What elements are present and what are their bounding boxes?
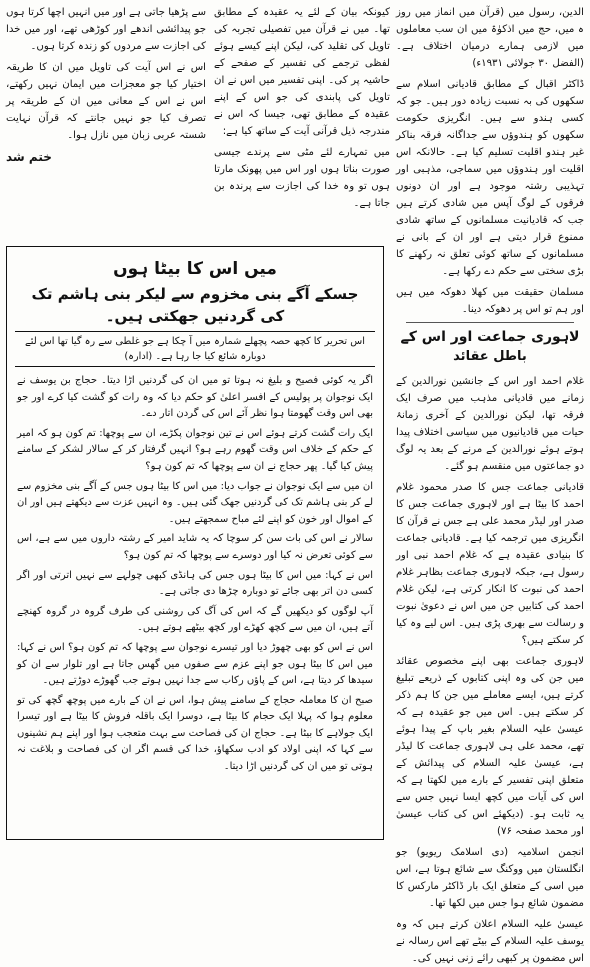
- article-paragraph: ان میں سے ایک نوجوان نے جواب دیا: میں اس کا بیٹا ہوں جس کے آگے بنی مخزوم سے لے کر بنی ہاشم تک کی گردنیں جھک گئی ہیں۔ وہ انہیں عزت سے دیکھتے ہیں اور ان کے اموال اور خون کو اپنے لئے مباح سمجھتے ہیں۔: [16, 480, 373, 525]
- article-paragraph: کیونکہ بیان کے لئے یہ عقیدہ کے مطابق تھا۔ میں نے قرآن میں تفصیلی تجربہ کی تاویل کی تقلید کی، لیکن اپنے کیسے ہوئے لفظی ترجمے کی تفسیر کے صفحے کے حاشیہ پر کی۔ اپنی تفسیر میں اس نے ان تاویل کی پابندی کی جو اس کے اپنے عقیدہ کے مطابق تھی، جیسا کہ اس نے مندرجہ ذیل قرآنی آیت کے ساتھ کیا ہے:: [214, 7, 390, 137]
- article-paragraph: ایک رات گشت کرتے ہوئے اس نے تین نوجوان پکڑے، ان سے پوچھا: تم کون ہو کہ امیر کے حکم کے خلاف اس وقت گھوم رہے ہو؟ انہیں گرفتار کر کے سالار لشکر کے سامنے پیش کیا گیا۔ پھر حجاج نے ان سے پوچھا کہ تم کون ہو؟: [17, 427, 373, 472]
- article-paragraph: عیسیٰ علیہ السلام اعلان کرتے ہیں کہ وہ یوسف علیہ السلام کے بیٹے تھے اس رسالہ نے اس مضمون پر کبھی رائے زنی نہیں کی۔: [396, 919, 584, 964]
- article-paragraph: قادیانی جماعت جس کا صدر محمود غلام احمد کا بیٹا ہے اور لاہوری جماعت جس کا صدر اور لیڈر محمد علی ہے جس نے قرآن کا انگریزی میں ترجمہ کیا ہے۔ قادیانی جماعت کا بنیادی عقیدہ ہے کہ غلام احمد نبی اور رسول ہے، جبکہ لاہوری جماعت بظاہر غلام احمد کی نبوت کا انکار کرتی ہے، لیکن غلام احمد کی کتابیں جن میں اس نے دعویٰ نبوت و رسالت سے بھری پڑی ہیں۔ اس لیے وہ کیا کر سکتے ہیں؟: [396, 482, 584, 646]
- article-paragraph: سالار نے اس کی بات سن کر سوچا کہ یہ شاید امیر کے رشتہ داروں میں سے ہے، اس سے کوئی تعرض نہ کیا اور دوسرے سے پوچھا کہ تم کون ہو؟: [17, 533, 373, 561]
- end-mark: ختم شد: [6, 150, 52, 164]
- right-column: [396, 4, 584, 964]
- article-paragraph: انجمن اسلامیہ (دی اسلامک ریویو) جو انگلستان میں ووکنگ سے شائع ہوتا ہے، اس میں اسی کے متعلق ایک بار ڈاکٹر مارکس کا مضمون شائع ہوا جس میں لکھا تھا۔: [396, 847, 584, 909]
- section-subtitle: باطل عقائد: [453, 349, 527, 364]
- article-paragraph: لاہوری جماعت بھی اپنے مخصوص عقائد میں جن کی وہ اپنی کتابوں کے ذریعے تبلیغ کرتے ہیں، ایسے معاملے میں جن کا ہم ذکر کر سکتے ہیں۔ اس میں جو عقیدہ ہے کہ عیسیٰ علیہ السلام بغیر باپ کے پیدا ہوئے تھے، محمد علی ہی لاہوری جماعت کا لیڈر ہے، عیسیٰ علیہ السلام کی پیدائش کے متعلق اپنی تفسیر کے بارے میں لکھتا ہے کہ اس کی آیات میں کچھ ایسا نہیں جس سے یہ ثابت ہو۔ (دیکھئے اس کی کتاب عیسیٰ اور محمد صفحہ ۷۶): [396, 656, 584, 837]
- article-paragraph: میں تمہارے لئے مٹی سے پرندے جیسی صورت بناتا ہوں اور اس میں پھونک مارتا ہوں تو وہ خدا کی اجازت سے پرندہ بن جاتا ہے۔: [214, 147, 390, 209]
- left-top-column: [6, 4, 206, 190]
- boxed-article: [6, 246, 384, 840]
- article-paragraph: اس نے اس کو بھی چھوڑ دیا اور تیسرے نوجوان سے پوچھا کہ تم کون ہو؟ اس نے کہا: میں اس کا بیٹا ہوں جو اپنے عزم سے صفوں میں گھس جاتا ہے اور تلوار سے ان کو سیدھا کر دیتا ہے، اس کے پاؤں رکاب سے جدا نہیں ہوتے جب گھوڑے دوڑتے ہیں۔: [17, 641, 373, 687]
- box-body: [7, 373, 383, 776]
- box-subheadline: جسکے آگے بنی مخزوم سے لیکر بنی ہاشم تک کی گردنیں جھکتی ہیں۔: [31, 285, 359, 325]
- editorial-note: اس تحریر کا کچھ حصہ پچھلے شمارہ میں آ چکا ہے جو غلطی سے رہ گیا تھا اس لئے دوبارہ شائع کیا جا رہا ہے۔ (ادارہ): [15, 331, 375, 367]
- middle-top-column: [214, 4, 390, 240]
- article-paragraph: الدین، رسول میں (قرآن میں انماز میں روز ہ میں، حج میں اذکوٰۃ میں ان سب معاملوں میں لازمی ہمارے درمیان اختلاف ہے۔ (الفضل ۳۰ جولائی ۱۹۳۱ء): [396, 7, 584, 69]
- article-paragraph: ڈاکٹر اقبال کے مطابق قادیانی اسلام سے سکھوں کی بہ نسبت زیادہ دور ہیں۔ جو کہ کسی ہندو سے ہیں۔ انگریزی حکومت سکھوں کو ہندوؤں سے جداگانہ فرقہ بناکر غیر ہندو اقلیت تسلیم کیا ہے۔ حالانکہ اس اقلیت اور ہندوؤں میں سماجی، مذہبی اور تہذیبی رشتہ موجود ہے اور ان دونوں فرقوں کے لوگ آپس میں شادی کرتے ہیں جب کہ قادیانیت مسلمانوں کے ساتھ شادی ممنوع قرار دیتی ہے اور ان کے بانی نے مسلمانوں کے ساتھ کوئی تعلق نہ رکھنے کا بڑی سختی سے حکم دے رکھا ہے۔: [396, 79, 584, 277]
- article-paragraph: مسلمان حقیقت میں کھلا دھوکہ میں ہیں اور ہم تو اس پر دھوکہ دینا۔: [396, 287, 584, 315]
- section-heading: [396, 327, 584, 367]
- article-paragraph: صبح ان کا معاملہ حجاج کے سامنے پیش ہوا، اس نے ان کے بارے میں پوچھ گچھ کی تو معلوم ہوا کہ پہلا ایک حجام کا بیٹا ہے، دوسرا ایک باقلہ فروش کا بیٹا ہے اور تیسرا ایک جولاہے کا بیٹا ہے۔ حجاج ان کی فصاحت سے بہت متعجب ہوا اور اپنے ہم نشینوں سے کہا کہ اپنی اولاد کو ادب سکھاؤ، خدا کی قسم اگر ان کی فصاحت و بلاغت نہ ہوتی تو میں ان کی گردنیں اڑا دیتا۔: [17, 694, 373, 773]
- article-paragraph: اس نے کہا: میں اس کا بیٹا ہوں جس کی ہانڈی کبھی چولہے سے نہیں اترتی اور اگر کسی دن اتر بھی جائے تو دوبارہ چڑھا دی جاتی ہے۔: [17, 569, 373, 598]
- box-headline: میں اس کا بیٹا ہوں: [113, 259, 277, 279]
- article-paragraph: سے پڑھیا جاتی ہے اور میں انہیں اچھا کرتا ہوں جو پیدائشی اندھے اور کوڑھی تھے، اور میں خدا کی اجازت سے مردوں کو زندہ کرتا ہوں۔: [6, 7, 206, 52]
- article-paragraph: آپ لوگوں کو دیکھیں گے کہ اس کی آگ کی روشنی کی طرف گروہ در گروہ کھنچے آتے ہیں، ان میں سے کچھ کھڑے اور کچھ بیٹھے ہوتے ہیں۔: [17, 605, 373, 634]
- article-paragraph: غلام احمد اور اس کے جانشین نورالدین کے زمانے میں قادیانی مذہب میں صرف ایک فرقہ تھا، لیکن نورالدین کے آخری زمانۂ حیات میں قادیانیوں میں سیاسی اختلاف پیدا ہوتے ہوئے نورالدین کے مرنے کے بعد یہ لوگ دو جماعتوں میں منقسم ہو گئے۔: [396, 376, 584, 472]
- article-paragraph: اگر یہ کوئی فصیح و بلیغ نہ ہوتا تو میں ان کی گردنیں اڑا دیتا۔ حجاج بن یوسف نے ایک نوجوان پر پولیس کے افسر اعلیٰ کو حکم دیا کہ وہ رات کو گشت کیا کرے اور جو بھی اس وقت گھومتا ہوا نظر آئے اس کی گردن اتار دے۔: [17, 375, 373, 420]
- section-title: لاہوری جماعت اور اس کے: [400, 329, 580, 345]
- article-paragraph: اس نے اس آیت کی تاویل میں ان کا طریقہ اختیار کیا جو معجزات میں ایمان نہیں رکھتے، اس نے اس کے معانی میں ان کے طریقہ پر تصرف کیا جو نہیں جانتے کہ قرآن نہایت شستہ عربی زبان میں نازل ہوا۔: [6, 62, 206, 141]
- divider: [406, 322, 574, 323]
